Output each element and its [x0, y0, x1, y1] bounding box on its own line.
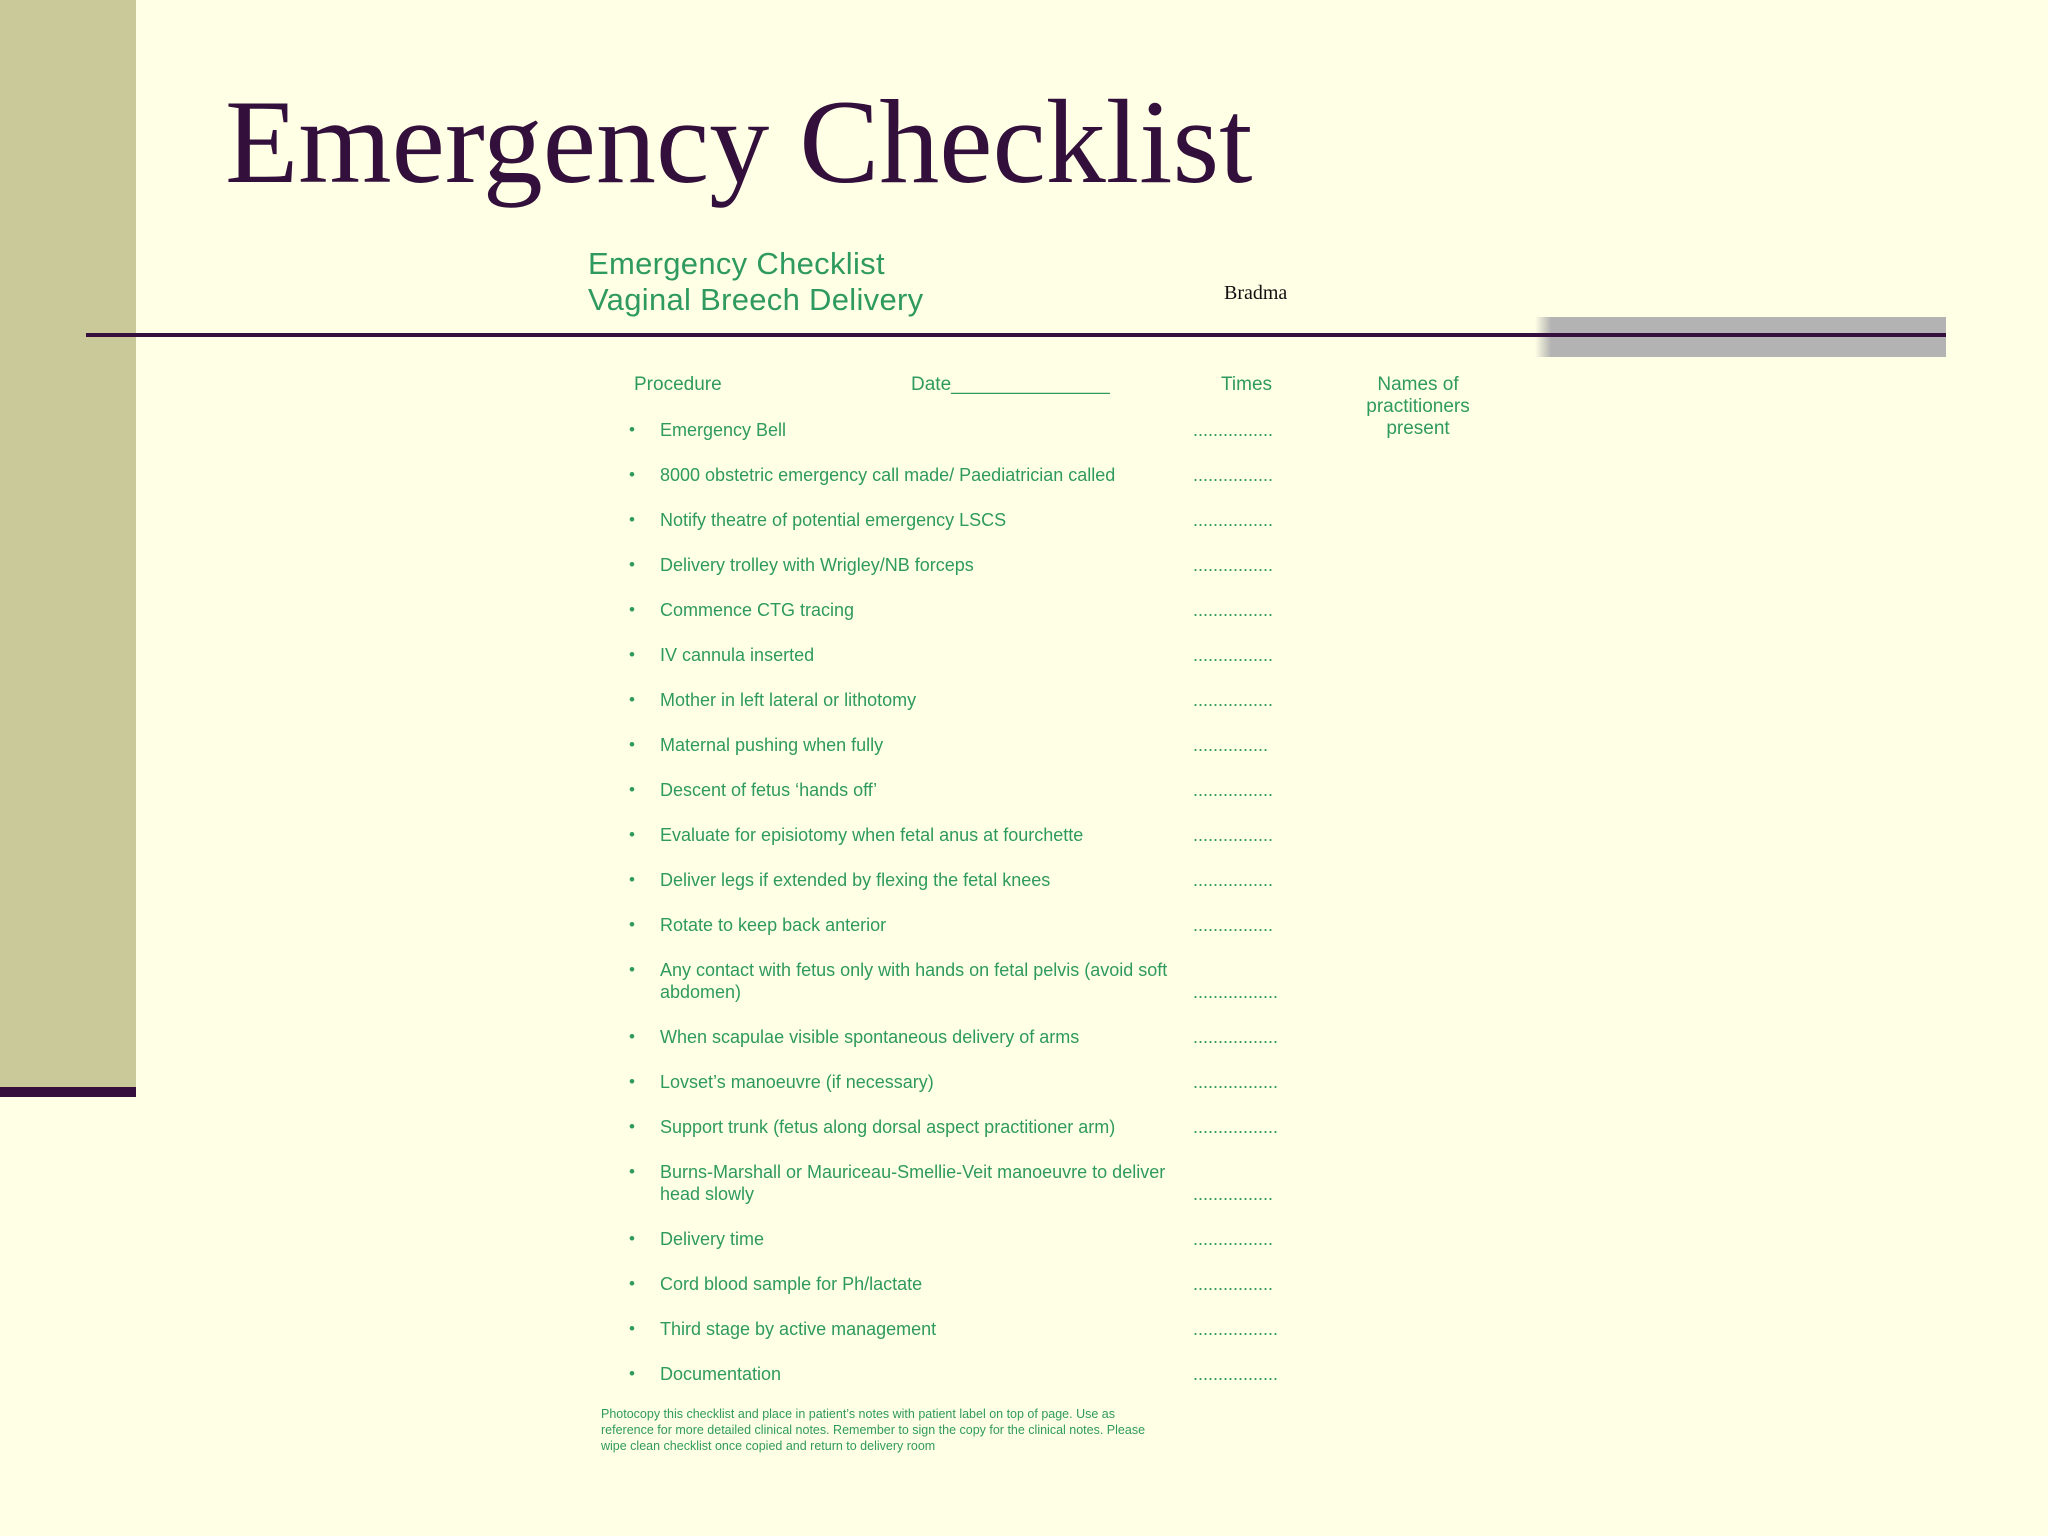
bullet-icon: •: [629, 420, 635, 439]
checklist-item-time-field: .................: [1193, 1117, 1279, 1137]
checklist-item-time-field: ................: [1193, 600, 1274, 620]
checklist-item-text: Third stage by active management: [660, 1319, 937, 1339]
date-column-header: Date_______________: [911, 374, 1110, 395]
bullet-icon: •: [629, 1117, 635, 1136]
checklist-item-text: Documentation: [660, 1364, 782, 1384]
bullet-icon: •: [629, 555, 635, 574]
checklist-item-text: Burns-Marshall or Mauriceau-Smellie-Veit manoeuvre to deliver head slowly: [660, 1162, 1166, 1204]
checklist-item-text: Delivery trolley with Wrigley/NB forceps: [660, 555, 974, 575]
checklist-item-time-field: ................: [1193, 1229, 1274, 1249]
checklist-item-text: Maternal pushing when fully: [660, 735, 884, 755]
checklist-item-time-field: ................: [1193, 465, 1274, 485]
procedure-column-header: Procedure: [634, 374, 722, 395]
footnote: Photocopy this checklist and place in patient’s notes with patient label on top of page. Use as reference for more detailed clinical notes. Remember to sign the copy for the clinical notes. Please wipe clean checklist once copied and return to delivery room: [601, 1407, 1146, 1453]
document-subtitle: Vaginal Breech Delivery: [588, 282, 924, 317]
checklist-item-text: Deliver legs if extended by flexing the fetal knees: [660, 870, 1051, 890]
bullet-icon: •: [629, 780, 635, 799]
bullet-icon: •: [629, 690, 635, 709]
checklist-item-text: Commence CTG tracing: [660, 600, 855, 620]
bullet-icon: •: [629, 465, 635, 484]
checklist-item-text: IV cannula inserted: [660, 645, 815, 665]
checklist-item-text: Support trunk (fetus along dorsal aspect practitioner arm): [660, 1117, 1116, 1137]
document-author: Bradma: [1224, 282, 1288, 304]
checklist-item-text: Lovset’s manoeuvre (if necessary): [660, 1072, 934, 1092]
bullet-icon: •: [629, 825, 635, 844]
checklist-item-text: Evaluate for episiotomy when fetal anus at fourchette: [660, 825, 1084, 845]
names-column-header: Names of practitioners present: [1366, 374, 1470, 439]
times-column-header: Times: [1221, 374, 1273, 395]
checklist-item-text: Mother in left lateral or lithotomy: [660, 690, 917, 710]
checklist-item-text: Emergency Bell: [660, 420, 787, 440]
checklist-item-time-field: ................: [1193, 915, 1274, 935]
bullet-icon: •: [629, 1027, 635, 1046]
checklist-item-time-field: ................: [1193, 690, 1274, 710]
checklist-item-text: When scapulae visible spontaneous delivery of arms: [660, 1027, 1080, 1047]
checklist-item-text: Any contact with fetus only with hands on fetal pelvis (avoid soft abdomen): [660, 960, 1168, 1002]
checklist-item-text: Delivery time: [660, 1229, 765, 1249]
bullet-icon: •: [629, 1274, 635, 1293]
bullet-icon: •: [629, 1229, 635, 1248]
checklist-item-time-field: ................: [1193, 645, 1274, 665]
checklist-item-text: Cord blood sample for Ph/lactate: [660, 1274, 923, 1294]
checklist-item-time-field: ...............: [1193, 735, 1269, 755]
slide-title: Emergency Checklist: [225, 75, 1253, 208]
bullet-icon: •: [629, 870, 635, 889]
checklist-item-time-field: ................: [1193, 825, 1274, 845]
checklist-item-time-field: ................: [1193, 420, 1274, 440]
checklist-item-time-field: .................: [1193, 1072, 1279, 1092]
bullet-icon: •: [629, 915, 635, 934]
checklist-item-text: 8000 obstetric emergency call made/ Paediatrician called: [660, 465, 1116, 485]
checklist-item-time-field: ................: [1193, 510, 1274, 530]
bullet-icon: •: [629, 1319, 635, 1338]
bullet-icon: •: [629, 600, 635, 619]
checklist-item-time-field: ................: [1193, 870, 1274, 890]
checklist-item-time-field: .................: [1193, 1364, 1279, 1384]
checklist-item-text: Rotate to keep back anterior: [660, 915, 887, 935]
checklist-item-text: Descent of fetus ‘hands off’: [660, 780, 878, 800]
bullet-icon: •: [629, 960, 635, 979]
bullet-icon: •: [629, 1364, 635, 1383]
checklist-item-time-field: .................: [1193, 1027, 1279, 1047]
checklist-item-time-field: .................: [1193, 982, 1279, 1002]
checklist-item-time-field: ................: [1193, 1184, 1274, 1204]
bullet-icon: •: [629, 645, 635, 664]
bullet-icon: •: [629, 1162, 635, 1181]
checklist-item-time-field: ................: [1193, 780, 1274, 800]
checklist-item-time-field: ................: [1193, 1274, 1274, 1294]
checklist-item-text: Notify theatre of potential emergency LSCS: [660, 510, 1007, 530]
bullet-icon: •: [629, 510, 635, 529]
document-title: Emergency Checklist: [588, 246, 885, 281]
checklist-item-time-field: ................: [1193, 555, 1274, 575]
bullet-icon: •: [629, 735, 635, 754]
checklist-item-time-field: .................: [1193, 1319, 1279, 1339]
bullet-icon: •: [629, 1072, 635, 1091]
